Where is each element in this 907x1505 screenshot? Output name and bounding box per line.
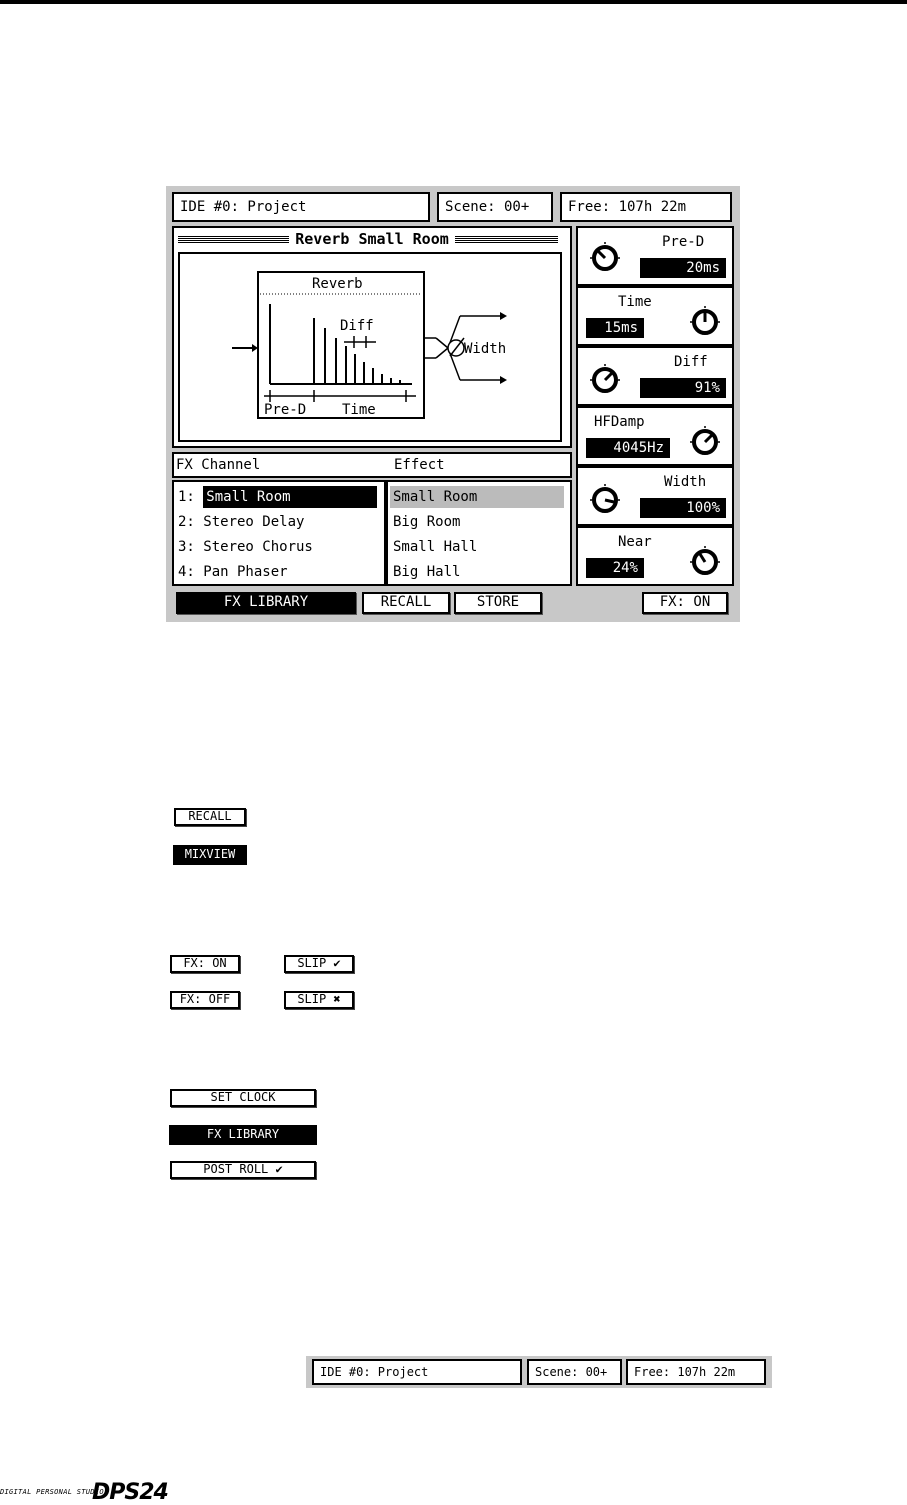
fx-on-button[interactable]: FX: ON xyxy=(642,592,728,614)
sample-scene-field: Scene: 00+ xyxy=(527,1359,622,1385)
time-label: Time xyxy=(342,402,376,418)
effect-diagram-panel xyxy=(172,226,572,448)
channel-row[interactable]: 4: Pan Phaser xyxy=(178,564,288,580)
knob-icon[interactable] xyxy=(688,424,722,458)
effect-title: Reverb Small Room xyxy=(174,228,570,250)
pre-d-label: Pre-D xyxy=(264,402,307,418)
knob-icon[interactable] xyxy=(588,240,622,274)
store-button[interactable]: STORE xyxy=(454,592,542,614)
effect-header: Effect xyxy=(394,457,445,473)
sample-recall-button[interactable]: RECALL xyxy=(174,808,246,826)
knob-icon[interactable] xyxy=(688,304,722,338)
effect-row[interactable]: Big Hall xyxy=(393,564,461,580)
sample-mixview-button[interactable]: MIXVIEW xyxy=(174,846,246,864)
recall-button[interactable]: RECALL xyxy=(362,592,450,614)
channel-row[interactable]: 2: Stereo Delay xyxy=(178,514,305,530)
sample-set-clock-button[interactable]: SET CLOCK xyxy=(170,1089,316,1107)
diagram-frame xyxy=(178,252,562,442)
sample-project-field: IDE #0: Project xyxy=(312,1359,522,1385)
sample-fx-library-button[interactable]: FX LIBRARY xyxy=(170,1126,316,1144)
sample-slip-check-button[interactable]: SLIP ✔ xyxy=(284,955,354,973)
fx-channel-header: FX Channel xyxy=(176,457,261,473)
sample-post-roll-button[interactable]: POST ROLL ✔ xyxy=(170,1161,316,1179)
effect-row[interactable]: Big Room xyxy=(393,514,461,530)
effect-row[interactable]: Small Room xyxy=(390,486,564,508)
fx-library-button[interactable]: FX LIBRARY xyxy=(176,592,356,614)
diff-label: Diff xyxy=(340,318,374,334)
list-header xyxy=(172,452,572,478)
footer-text: DIGITAL PERSONAL STUDIO xyxy=(0,1488,104,1496)
effect-list xyxy=(386,480,572,586)
param-near[interactable]: Near 24% xyxy=(576,526,734,586)
free-time-field: Free: 107h 22m xyxy=(560,192,732,222)
sample-free-field: Free: 107h 22m xyxy=(626,1359,766,1385)
fx-screen xyxy=(166,186,740,622)
fx-channel-list xyxy=(172,480,386,586)
scene-field: Scene: 00+ xyxy=(437,192,553,222)
knob-icon[interactable] xyxy=(588,482,622,516)
param-time[interactable]: Time 15ms xyxy=(576,286,734,346)
project-field: IDE #0: Project xyxy=(172,192,430,222)
sample-fx-off-button[interactable]: FX: OFF xyxy=(170,991,240,1009)
effect-row[interactable]: Small Hall xyxy=(393,539,478,555)
channel-selected: Small Room xyxy=(203,486,377,508)
channel-row[interactable]: 1: Small Room xyxy=(178,486,377,508)
param-diff[interactable]: Diff 91% xyxy=(576,346,734,406)
knob-icon[interactable] xyxy=(588,362,622,396)
sample-fx-on-button[interactable]: FX: ON xyxy=(170,955,240,973)
top-rule xyxy=(0,0,907,4)
param-hfdamp[interactable]: HFDamp 4045Hz xyxy=(576,406,734,466)
param-width[interactable]: Width 100% xyxy=(576,466,734,526)
width-label: Width xyxy=(464,341,507,357)
knob-icon[interactable] xyxy=(688,544,722,578)
param-pre-d[interactable]: Pre-D 20ms xyxy=(576,226,734,286)
sample-slip-x-button[interactable]: SLIP ✖ xyxy=(284,991,354,1009)
reverb-label: Reverb xyxy=(312,276,363,292)
channel-row[interactable]: 3: Stereo Chorus xyxy=(178,539,313,555)
dps24-logo: DPS24 xyxy=(92,1480,168,1505)
reverb-diagram xyxy=(180,254,560,440)
